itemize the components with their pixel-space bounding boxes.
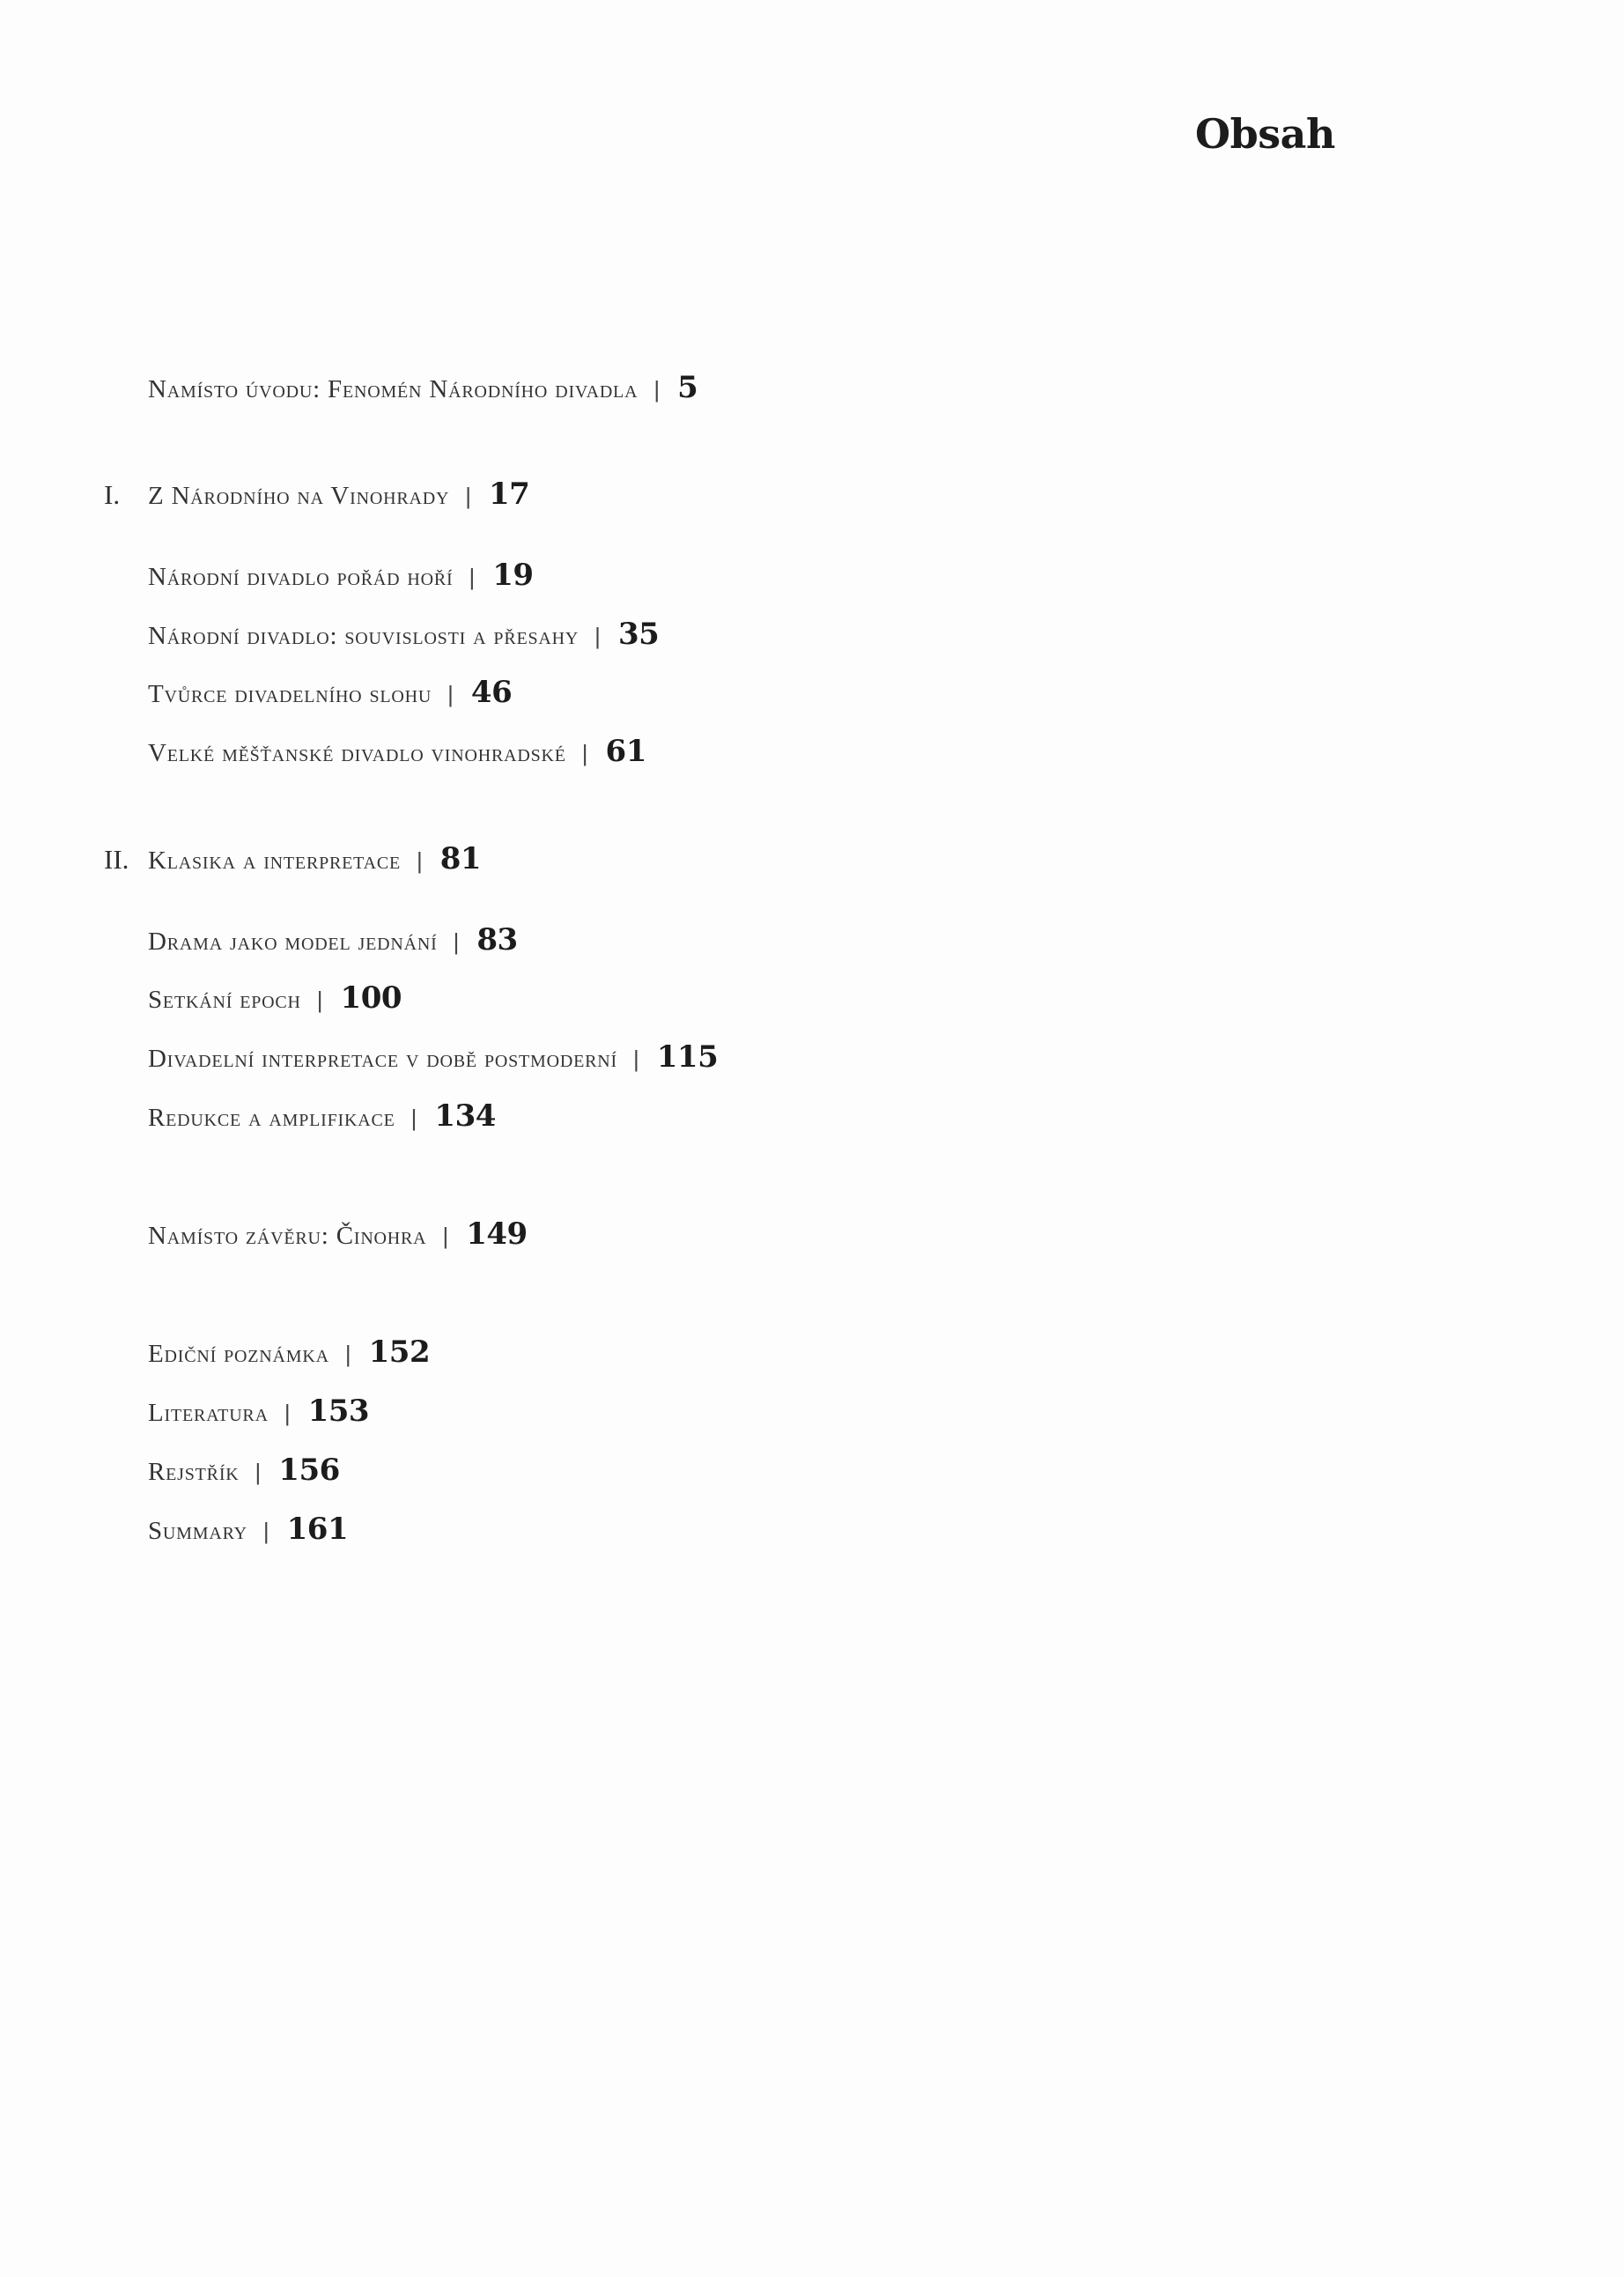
toc-separator: | bbox=[653, 376, 661, 403]
toc-part-1[interactable] bbox=[104, 477, 529, 521]
toc-page-number: 5 bbox=[677, 370, 698, 405]
toc-entry-title: Literatura bbox=[148, 1399, 269, 1427]
toc-separator: | bbox=[255, 1459, 262, 1485]
toc-entry-conclusion[interactable] bbox=[148, 1216, 528, 1260]
toc-page-number: 83 bbox=[476, 922, 518, 957]
toc-separator: | bbox=[344, 1341, 351, 1367]
toc-entry[interactable] bbox=[148, 1334, 430, 1379]
toc-separator: | bbox=[316, 987, 323, 1013]
toc-page-number: 61 bbox=[605, 734, 646, 769]
toc-entry-title: Národní divadlo: souvislosti a přesahy bbox=[148, 622, 579, 650]
toc-separator: | bbox=[262, 1518, 269, 1544]
toc-part-2[interactable] bbox=[104, 841, 481, 885]
toc-separator: | bbox=[469, 564, 476, 590]
toc-entry-title: Národní divadlo pořád hoří bbox=[148, 563, 454, 591]
toc-page-number: 161 bbox=[286, 1512, 349, 1547]
toc-part-number: II. bbox=[104, 844, 129, 875]
toc-entry-intro[interactable] bbox=[148, 370, 698, 414]
toc-separator: | bbox=[453, 928, 460, 955]
toc-entry-title: Setkání epoch bbox=[148, 986, 301, 1014]
toc-entry[interactable] bbox=[148, 922, 518, 966]
toc-entry-title: Ediční poznámka bbox=[148, 1340, 329, 1368]
toc-entry-title: Z Národního na Vinohrady bbox=[148, 482, 450, 510]
toc-page-number: 115 bbox=[656, 1039, 719, 1075]
toc-entry[interactable] bbox=[148, 1512, 348, 1556]
toc-separator: | bbox=[594, 623, 601, 649]
toc-entry-title: Namísto závěru: Činohra bbox=[148, 1222, 427, 1250]
toc-page-number: 149 bbox=[466, 1216, 528, 1252]
toc-entry-title: Drama jako model jednání bbox=[148, 928, 438, 956]
toc-entry[interactable] bbox=[148, 1098, 496, 1142]
toc-separator: | bbox=[417, 847, 423, 874]
toc-page-number: 134 bbox=[434, 1098, 496, 1134]
toc-entry-title: Velké měšťanské divadlo vinohradské bbox=[148, 739, 566, 767]
toc-entry[interactable] bbox=[148, 558, 534, 602]
toc-entry[interactable] bbox=[148, 675, 512, 719]
toc-page-number: 46 bbox=[470, 675, 513, 710]
toc-page-number: 100 bbox=[340, 980, 402, 1016]
toc-part-number: I. bbox=[104, 479, 121, 510]
toc-entry-title: Redukce a amplifikace bbox=[148, 1104, 395, 1132]
toc-separator: | bbox=[633, 1046, 639, 1072]
toc-separator: | bbox=[284, 1400, 291, 1426]
toc-entry-title: Klasika a interpretace bbox=[148, 846, 401, 875]
toc-entry[interactable] bbox=[148, 1394, 369, 1438]
toc-page-number: 81 bbox=[439, 841, 482, 876]
toc-entry-title: Tvůrce divadelního slohu bbox=[148, 680, 432, 708]
toc-entry[interactable] bbox=[148, 980, 402, 1024]
toc-entry[interactable] bbox=[148, 617, 659, 661]
toc-page-number: 35 bbox=[617, 617, 660, 652]
toc-entry-title: Rejstřík bbox=[148, 1458, 240, 1486]
toc-entry[interactable] bbox=[148, 1039, 718, 1083]
toc-entry-title: Divadelní interpretace v době postmoderní bbox=[148, 1045, 617, 1073]
toc-page-number: 19 bbox=[492, 558, 534, 593]
toc-page-number: 17 bbox=[489, 477, 530, 512]
toc-entry-title: Summary bbox=[148, 1517, 247, 1545]
toc-separator: | bbox=[581, 740, 588, 766]
toc-entry[interactable] bbox=[148, 1453, 340, 1497]
toc-page-number: 156 bbox=[278, 1453, 340, 1488]
toc-page-number: 152 bbox=[368, 1334, 431, 1370]
toc-separator: | bbox=[410, 1105, 417, 1131]
page-title: Obsah bbox=[1195, 110, 1335, 158]
toc-separator: | bbox=[465, 483, 471, 509]
toc-page-number: 153 bbox=[307, 1394, 370, 1429]
toc-entry-title: Namísto úvodu: Fenomén Národního divadla bbox=[148, 375, 639, 403]
toc-separator: | bbox=[447, 681, 454, 707]
toc-separator: | bbox=[442, 1223, 449, 1249]
toc-entry[interactable] bbox=[148, 734, 646, 778]
